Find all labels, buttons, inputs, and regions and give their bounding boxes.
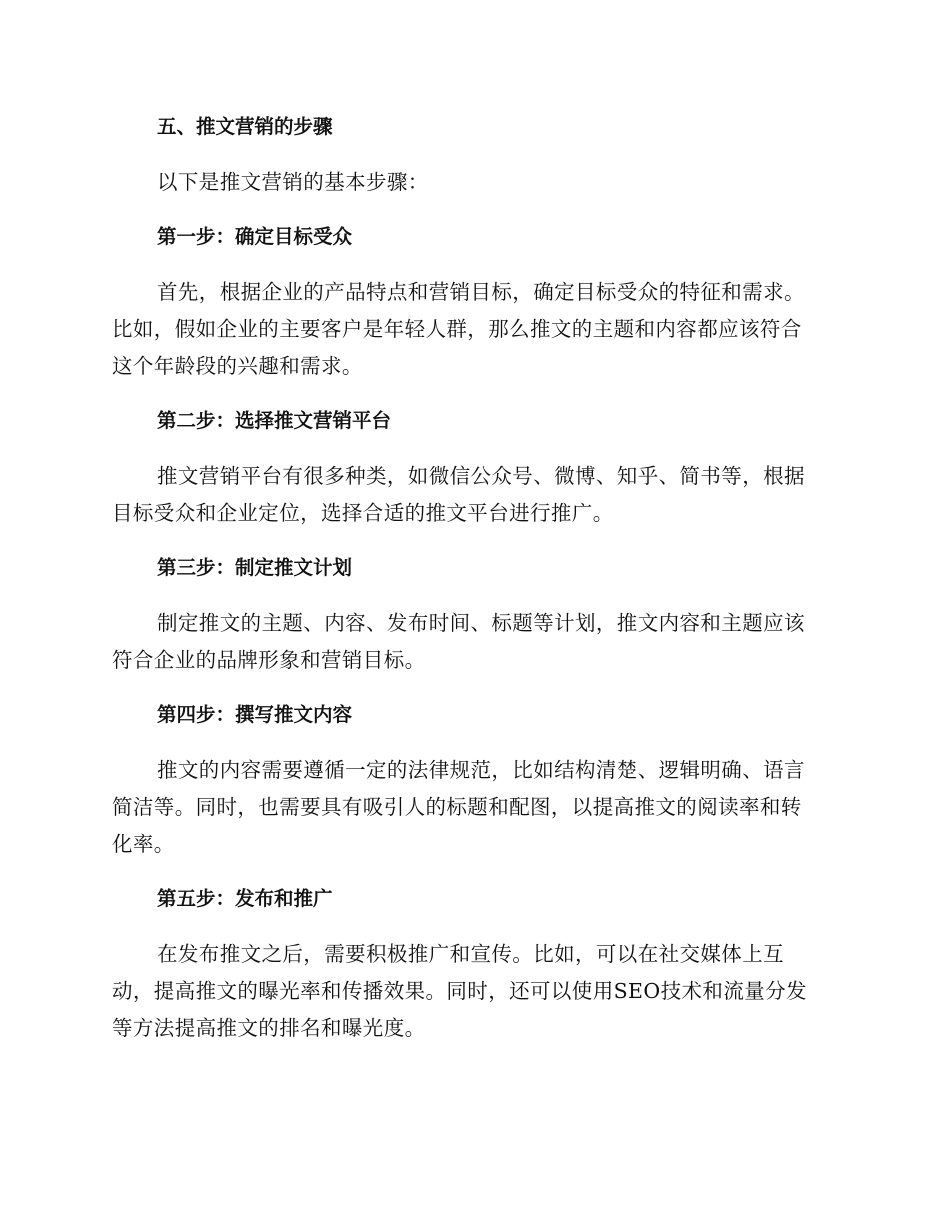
step-2-paragraph <box>112 458 842 532</box>
paragraph-line: 比如，假如企业的主要客户是年轻人群，那么推文的主题和内容都应该符合 <box>112 317 802 341</box>
paragraph-line: 首先，根据企业的产品特点和营销目标，确定目标受众的特征和需求。 <box>157 280 805 304</box>
step-5-title: 第五步：发布和推广 <box>157 887 333 910</box>
paragraph-line: 符合企业的品牌形象和营销目标。 <box>112 648 426 672</box>
paragraph-line: 目标受众和企业定位，选择合适的推文平台进行推广。 <box>112 501 614 525</box>
paragraph-line: 推文营销平台有很多种类，如微信公众号、微博、知乎、简书等，根据 <box>157 464 805 488</box>
paragraph-line: 简洁等。同时，也需要具有吸引人的标题和配图，以提高推文的阅读率和转 <box>112 795 802 819</box>
step-1-paragraph <box>112 274 842 385</box>
paragraph-line: 动，提高推文的曝光率和传播效果。同时，还可以使用SEO技术和流量分发 <box>112 979 807 1003</box>
paragraph-line: 化率。 <box>112 832 175 856</box>
step-4-paragraph <box>112 752 842 863</box>
paragraph-line: 这个年龄段的兴趣和需求。 <box>112 354 363 378</box>
step-5-paragraph <box>112 936 842 1047</box>
paragraph-line: 等方法提高推文的排名和曝光度。 <box>112 1016 426 1040</box>
step-3-paragraph <box>112 605 842 679</box>
step-1-title: 第一步：确定目标受众 <box>157 225 353 248</box>
paragraph-line: 制定推文的主题、内容、发布时间、标题等计划，推文内容和主题应该 <box>157 611 805 635</box>
paragraph-line: 在发布推文之后，需要积极推广和宣传。比如，可以在社交媒体上互 <box>157 942 784 966</box>
paragraph-line: 推文的内容需要遵循一定的法律规范，比如结构清楚、逻辑明确、语言 <box>157 758 805 782</box>
step-3-title: 第三步：制定推文计划 <box>157 556 353 579</box>
document-body <box>112 111 842 1047</box>
step-2-title: 第二步：选择推文营销平台 <box>157 409 392 432</box>
step-4-title: 第四步：撰写推文内容 <box>157 703 353 726</box>
section-heading: 五、推文营销的步骤 <box>157 115 333 138</box>
intro-paragraph: 以下是推文营销的基本步骤： <box>157 170 429 194</box>
